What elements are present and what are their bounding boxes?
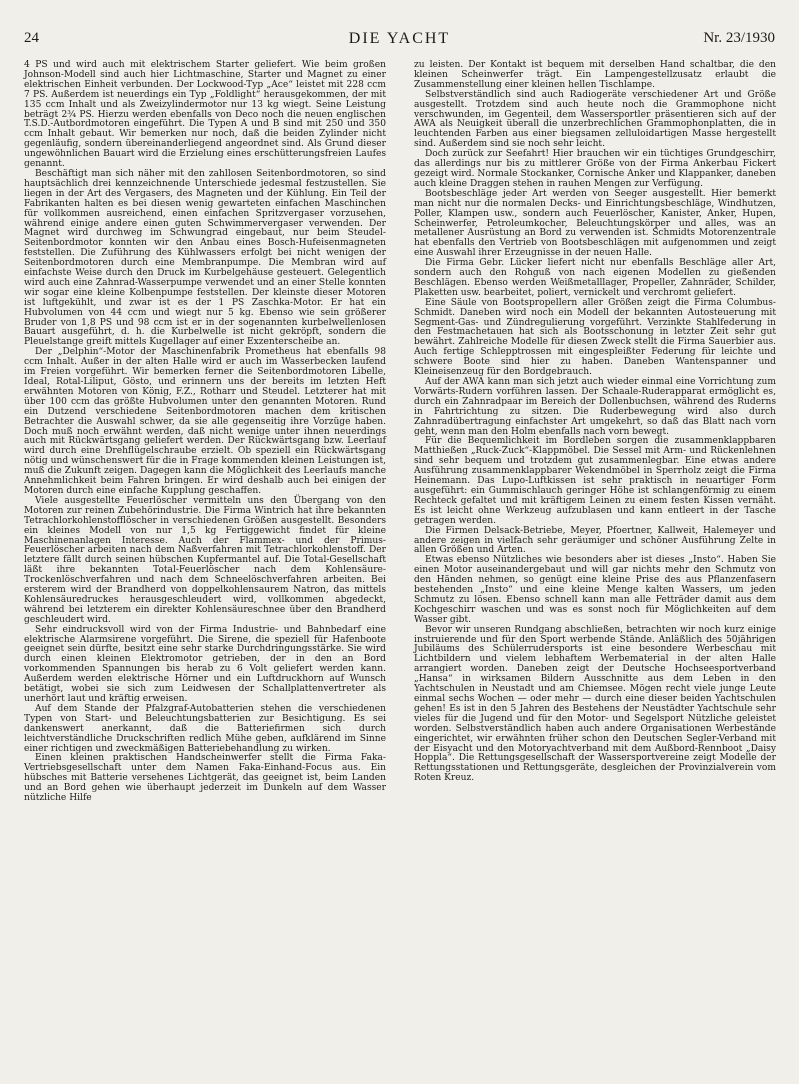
paragraph: Selbstverständlich sind auch Radiogeräte verschiedener Art und Größe ausgestellt. Trotzdem sind auch heute noch die Grammophone nicht verschwunden, im Gegenteil, dem Wassersportler präsentieren sich auf der AWA als Neuigkeit überall die unzerbrechlichen Grammophonplatten, die in leuchtenden Farben aus einer biegsamen zelluloidartigen Masse hergestellt sind. Außerdem sind sie noch sehr leicht.	[414, 89, 776, 150]
left-column	[24, 61, 386, 804]
page-number: 24	[24, 30, 39, 46]
paragraph: Einen kleinen praktischen Handscheinwerfer stellt die Firma Faka-Vertriebsgesellschaft unter dem Namen Faka-Einhand-Focus aus. Ein hübsches mit Batterie versehenes Lichtgerät, das geeignet ist, beim Landen und an Bord gehen wie überhaupt jederzeit im Dunkeln auf dem Wasser nützliche Hilfe	[24, 753, 386, 804]
right-column	[414, 61, 776, 784]
paragraph: Bootsbeschläge jeder Art werden von Seeger ausgestellt. Hier bemerkt man nicht nur die normalen Decks- und Einrichtungsbeschläge, Windhutzen, Poller, Klampen usw., sondern auch Feuerlöscher, Kanister, Anker, Hupen, Scheinwerfer, Petroleumkocher, Beleuchtungskörper und alles, was an metallener Ausrüstung an Bord zu verwenden ist. Schmidts Motorenzentrale hat ebenfalls den Vertrieb von Bootsbeschlägen mit aufgenommen und zeigt eine Auswahl ihrer Erzeugnisse in der neuen Halle.	[414, 188, 776, 259]
paragraph: Doch zurück zur Seefahrt! Hier brauchen wir ein tüchtiges Grundgeschirr, das allerdings nur bis zu mittlerer Größe von der Firma Ankerbau Fickert gezeigt wird. Normale Stockanker, Cornische Anker und Klappanker, daneben auch kleine Draggen stehen in rauhen Mengen zur Verfügung.	[414, 149, 776, 189]
page-header	[24, 30, 775, 52]
paragraph: Auf der AWA kann man sich jetzt auch wieder einmal eine Vorrichtung zum Vorwärts-Rudern vorführen lassen. Der Schaale-Ruderapparat ermöglicht es, durch ein Zahnradpaar im Bereich der Dollenbuchsen, während des Ruderns in Fahrtrichtung zu sitzen. Die Ruderbewegung wird also durch Zahnradübertragung einfachster Art umgekehrt, so daß das Blatt nach vorn geht, wenn man den Holm ebenfalls nach vorn bewegt.	[414, 377, 776, 437]
paragraph: Auf dem Stande der Pfalzgraf-Autobatterien stehen die verschiedenen Typen von Start- und Beleuchtungsbatterien zur Besichtigung. Es sei dankenswert anerkannt, daß die Batteriefirmen sich durch leichtverständliche Druckschriften redlich Mühe geben, aufklärend im Sinne einer richtigen und zweckmäßigen Batteriebehandlung zu wirken.	[24, 703, 386, 754]
paragraph: Etwas ebenso Nützliches wie besonders aber ist dieses „Insto“. Haben Sie einen Motor auseinandergebaut und will gar nichts mehr den Schmutz von den Händen nehmen, so genügt eine kleine Prise des aus Pflanzenfasern bestehenden „Insto“ und eine kleine Menge kalten Wassers, um jeden Schmutz zu lösen. Ebenso schnell kann man alle Fetträder damit aus dem Kochgeschirr waschen und was es sonst noch für Möglichkeiten auf dem Wasser gibt.	[414, 555, 776, 625]
paragraph: Für die Bequemlichkeit im Bordleben sorgen die zusammenklappbaren Matthießen „Ruck-Zuck“-Klappmöbel. Die Sessel mit Arm- und Rückenlehnen sind sehr bequem und trotzdem gut zusammenlegbar. Eine etwas andere Ausführung zusammenklappbarer Wekendmöbel in Sperrholz zeigt die Firma Heinemann. Das Lupo-Luftkissen ist sehr praktisch in neuartiger Form ausgeführt: ein Gummischlauch geringer Höhe ist schlangenförmig zu einem Rechteck gefaltet und mit kräftigem Leinen zu einem festen Kissen vernäht. Es ist leicht ohne Werkzeug aufzublasen und kann entleert in der Tasche getragen werden.	[414, 436, 776, 526]
paragraph: Die Firma Gebr. Lücker liefert nicht nur ebenfalls Beschläge aller Art, sondern auch den Rohguß von nach eigenen Modellen zu gießenden Beschlägen. Ebenso werden Weißmetalllager, Propeller, Zahnräder, Schilder, Plaketten usw. bearbeitet, poliert, vernickelt und verchromt geliefert.	[414, 258, 776, 298]
paragraph: Beschäftigt man sich näher mit den zahllosen Seitenbordmotoren, so sind hauptsächlich drei kennzeichnende Unterschiede jedesmal festzustellen. Sie liegen in der Art des Vergasers, des Magneten und der Kühlung. Ein Teil der Fabrikanten halten es bei diesen wenig gewarteten einfachen Maschinchen für vollkommen ausreichend, einen einfachen Spritzvergaser vorzusehen, während einige andere einen guten Schwimmervergaser verwenden. Der Magnet wird durchweg im Schwungrad eingebaut, nur beim Steudel-Seitenbordmotor konnten wir den Anbau eines Bosch-Hufeisenmagneten feststellen. Die Zuführung des Kühlwassers erfolgt bei nicht wenigen der Seitenbordmotoren durch eine Membranpumpe. Die Membran wird auf einfachste Weise durch den Druck im Kurbelgehäuse gesteuert. Gelegentlich wird auch eine Zahnrad-Wasserpumpe verwendet und an einer Stelle konnten wir sogar eine kleine Kolbenpumpe feststellen. Der kleinste dieser Motoren ist luftgekühlt, und zwar ist es der 1 PS Zaschka-Motor. Er hat ein Hubvolumen von 44 ccm und wiegt nur 5 kg. Ebenso wie sein größerer Bruder von 1,8 PS und 98 ccm ist er in der sogenannten kurbelwellenlosen Bauart ausgeführt, d. h. die Kurbelwelle ist nicht gekröpft, sondern die Pleuelstange greift mittels Kugellager auf einer Exzenterscheibe an.	[24, 168, 386, 348]
paragraph: Viele ausgestellte Feuerlöscher vermitteln uns den Übergang von den Motoren zur reinen Zubehörindustrie. Die Firma Wintrich hat ihre bekannten Tetrachlorkohlenstofflöscher in verschiedenen Größen ausgestellt. Besonders ein kleines Modell von nur 1,5 kg Fertiggewicht findet für kleine Maschinenanlagen Interesse. Auch der Flammex- und der Primus-Feuerlöscher arbeiten nach dem Naßverfahren mit Tetrachlorkohlenstoff. Der letztere fällt durch seinen hübschen Kupfermantel auf. Die Total-Gesellschaft läßt ihre bekannten Total-Feuerlöscher nach dem Kohlensäure-Trockenlöschverfahren und nach dem Schneelöschverfahren arbeiten. Bei ersterem wird der Brandherd von doppelkohlensaurem Natron, das mittels Kohlensäuredruckes herausgeschleudert wird, vollkommen abgedeckt, während bei letzterem ein direkter Kohlensäureschnee über den Brandherd geschleudert wird.	[24, 495, 386, 625]
paragraph: Der „Delphin“-Motor der Maschinenfabrik Prometheus hat ebenfalls 98 ccm Inhalt. Außer in der alten Halle wird er auch im Wasserbecken laufend im Freien vorgeführt. Wir bemerken ferner die Seitenbordmotoren Libelle, Ideal, Rotal-Liliput, Gösto, und erinnern uns der bereits im letzten Heft erwähnten Motoren von König, F.Z., Rotharr und Steudel. Letzterer hat mit über 100 ccm das größte Hubvolumen unter den genannten Motoren. Rund ein Dutzend verschiedene Seitenbordmotoren machen dem kritischen Betrachter die Auswahl schwer, da sie alle gegenseitig ihre Vorzüge haben. Doch muß noch erwähnt werden, daß nicht wenige unter ihnen neuerdings auch mit Rückwärtsgang geliefert werden. Der Rückwärtsgang bzw. Leerlauf wird durch eine Drehflügelschraube erzielt. Ob speziell ein Rückwärtsgang nötig und wünschenswert für die in Frage kommenden kleinen Leistungen ist, muß die Zukunft zeigen. Dagegen kann die Möglichkeit des Leerlaufs manche Annehmlichkeit beim Fahren bringen. Er wird deshalb auch bei einigen der Motoren durch eine einfache Kupplung geschaffen.	[24, 347, 386, 496]
paragraph: Eine Säule von Bootspropellern aller Größen zeigt die Firma Columbus-Schmidt. Daneben wird noch ein Modell der bekannten Autosteuerung mit Segment-Gas- und Zündregulierung vorgeführt. Verzinkte Stahlfederung in den Festmachetauen hat sich als Bootsschonung in letzter Zeit sehr gut bewährt. Zahlreiche Modelle für diesen Zweck stellt die Firma Sauerbier aus. Auch fertige Schlepptrossen mit eingespleißter Federung für leichte und schwere Boote sind hier zu haben. Daneben Wantenspanner und Kleineisenzeug für den Bordgebrauch.	[414, 297, 776, 378]
journal-title: DIE YACHT	[348, 30, 451, 47]
paragraph: Sehr eindrucksvoll wird von der Firma Industrie- und Bahnbedarf eine elektrische Alarmsirene vorgeführt. Die Sirene, die speziell für Hafenboote geeignet sein dürfte, besitzt eine sehr starke Durchdringungsstärke. Sie wird durch einen kleinen Elektromotor getrieben, der in den an Bord vorkommenden Spannungen bis herab zu 6 Volt geliefert werden kann. Außerdem werden elektrische Hörner und ein Luftdruckhorn auf Wunsch betätigt, wobei sie sich zum Leidwesen der Schallplattenvertreter als unerhört laut und kräftig erweisen.	[24, 624, 386, 704]
paragraph: 4 PS und wird auch mit elektrischem Starter geliefert. Wie beim großen Johnson-Modell sind auch hier Lichtmaschine, Starter und Magnet zu einer elektrischen Einheit verbunden. Der Lockwood-Typ „Ace“ leistet mit 228 ccm 7 PS. Außerdem ist neuerdings ein Typ „Foldlight“ herausgekommen, der mit 135 ccm Inhalt und als Zweizylindermotor nur 13 kg wiegt. Seine Leistung beträgt 2¾ PS. Hierzu werden ebenfalls von Deco noch die neuen englischen T.S.D.-Autbordmotoren eingeführt. Die Typen A und B sind mit 250 und 350 ccm Inhalt gebaut. Wir bemerken nur noch, daß die beiden Zylinder nicht gegenläufig, sondern übereinanderliegend angeordnet sind. Als Grund dieser ungewöhnlichen Bauart wird die Erzielung eines erschütterungsfreien Laufes genannt.	[24, 60, 386, 170]
paragraph: Bevor wir unseren Rundgang abschließen, betrachten wir noch kurz einige instruierende und für den Sport werbende Stände. Anläßlich des 50jährigen Jubiläums des Schülerrudersports ist eine besondere Werbeschau mit Lichtbildern und vielem lebhaftem Werbematerial in der alten Halle arrangiert worden. Daneben zeigt der Deutsche Hochseesportverband „Hansa“ in wirksamen Bildern Ausschnitte aus dem Leben in den Yachtschulen in Neustadt und am Chiemsee. Mögen recht viele junge Leute einmal sechs Wochen — oder mehr — durch eine dieser beiden Yachtschulen gehen! Es ist in den 5 Jahren des Bestehens der Neustädter Yachtschule sehr vieles für die Jugend und für den Motor- und Segelsport Nützliche geleistet worden. Selbstverständlich haben auch andere Organisationen Werbestände eingerichtet, wir erwähnten früher schon den Deutschen Segler-Verband mit der Eisyacht und den Motoryachtverband mit dem Außbord-Rennboot „Daisy Hoppla“. Die Rettungsgesellschaft der Wassersportvereine zeigt Modelle der Rettungsstationen und Rettungsgeräte, desgleichen der Provinzialverein vom Roten Kreuz.	[414, 624, 776, 784]
paragraph: Die Firmen Delsack-Betriebe, Meyer, Pfoertner, Kallweit, Halemeyer und andere zeigen in vielfach sehr geräumiger und schöner Ausführung Zelte in allen Größen und Arten.	[414, 525, 776, 556]
issue-number: Nr. 23/1930	[703, 30, 775, 46]
paragraph: zu leisten. Der Kontakt ist bequem mit derselben Hand schaltbar, die den kleinen Scheinwerfer trägt. Ein Lampengestellzusatz erlaubt die Zusammenstellung einer kleinen hellen Tischlampe.	[414, 60, 776, 90]
